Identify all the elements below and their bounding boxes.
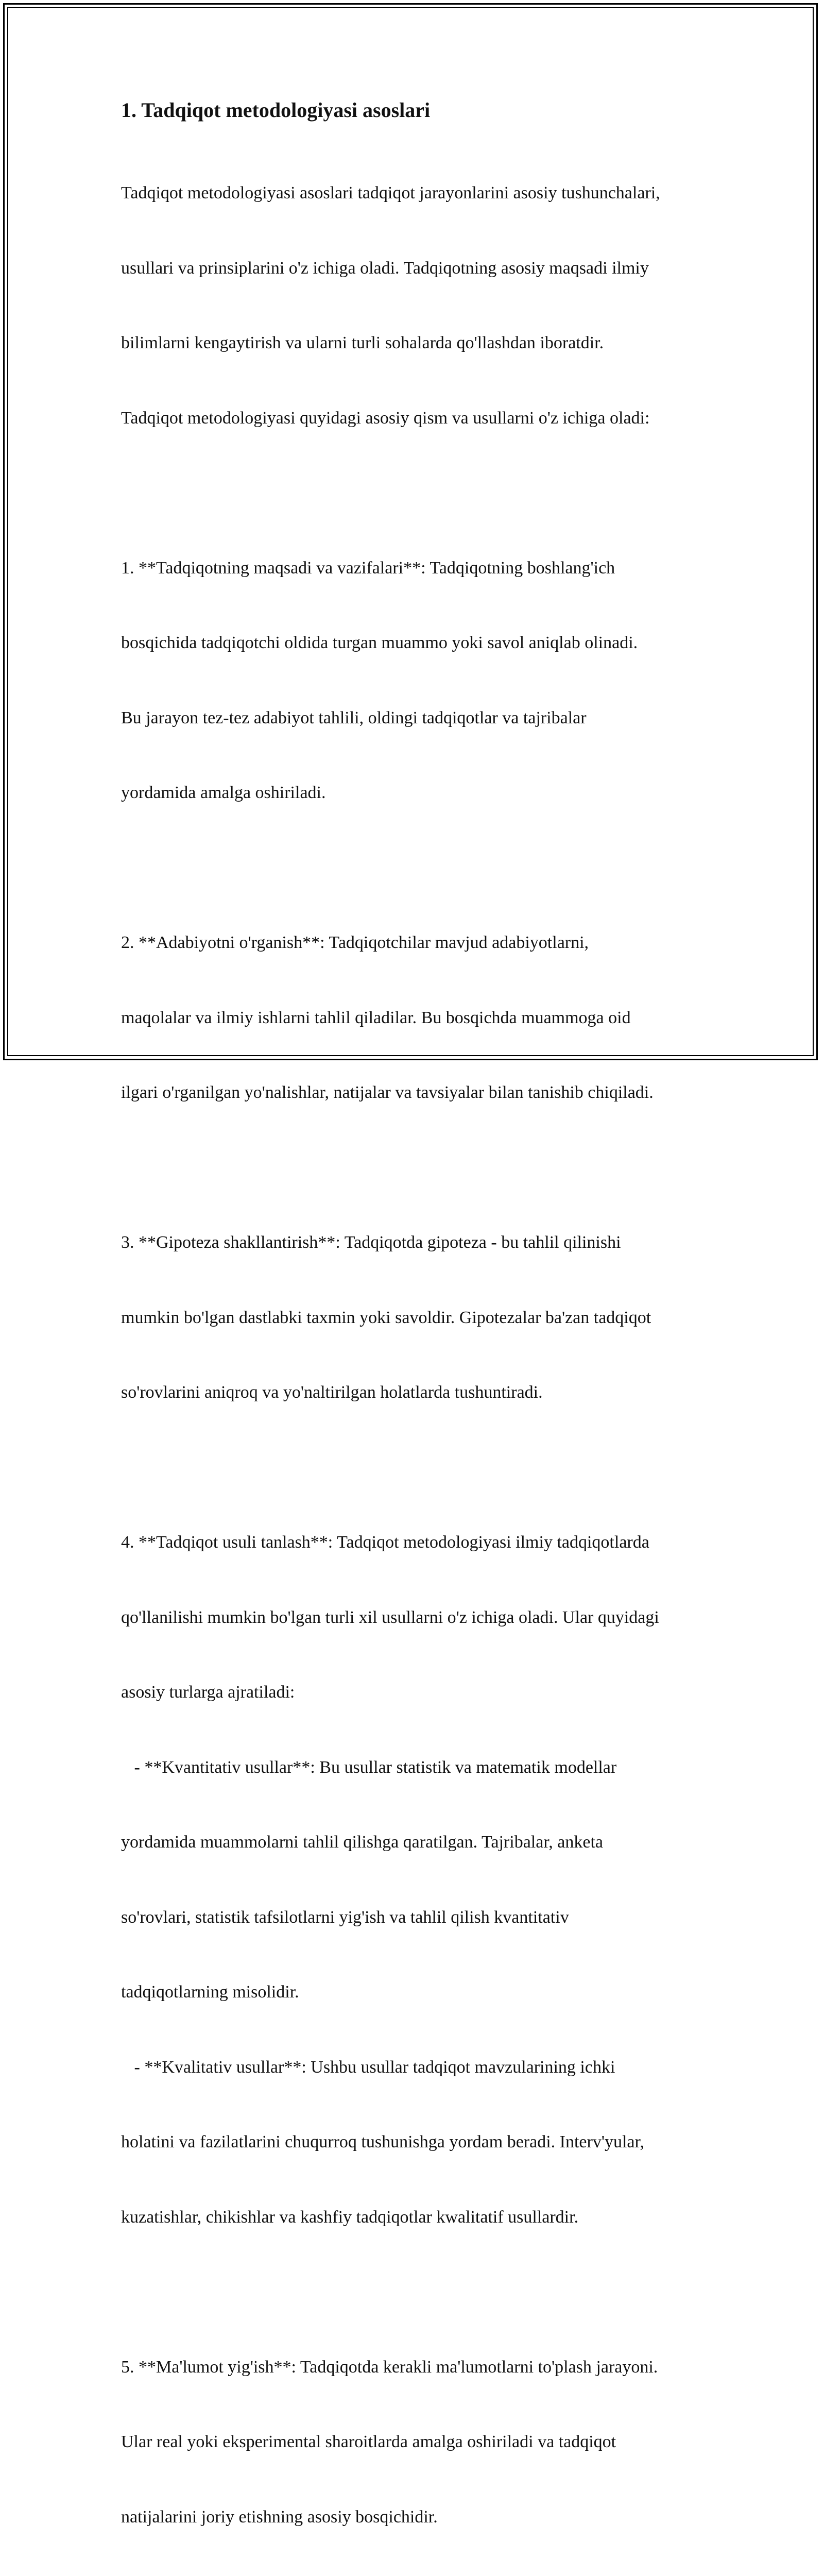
document-text — [121, 131, 718, 2576]
text-line: 2. **Adabiyotni o'rganish**: Tadqiqotchilar mavjud adabiyotlarni, — [121, 933, 589, 952]
text-line: ilgari o'rganilgan yo'nalishlar, natijalar va tavsiyalar bilan tanishib chiqiladi. — [121, 1083, 654, 1102]
text-line: kuzatishlar, chikishlar va kashfiy tadqiqotlar kwalitatif usullardir. — [121, 2207, 579, 2227]
blank-line — [121, 1156, 718, 1181]
text-line: asosiy turlarga ajratiladi: — [121, 1683, 295, 1702]
text-line: mumkin bo'lgan dastlabki taxmin yoki savoldir. Gipotezalar ba'zan tadqiqot — [121, 1308, 651, 1327]
blank-line — [121, 481, 718, 506]
text-line: yordamida muammolarni tahlil qilishga qaratilgan. Tajribalar, anketa — [121, 1833, 603, 1852]
text-line: 5. **Ma'lumot yig'ish**: Tadqiqotda kerakli ma'lumotlarni to'plash jarayoni. — [121, 2357, 658, 2377]
text-line: Tadqiqot metodologiyasi asoslari tadqiqot jarayonlarini asosiy tushunchalari, — [121, 183, 660, 202]
blank-line — [121, 856, 718, 881]
text-line: maqolalar va ilmiy ishlarni tahlil qiladilar. Bu bosqichda muammoga oid — [121, 1008, 631, 1027]
text-line: Tadqiqot metodologiyasi quyidagi asosiy qism va usullarni o'z ichiga oladi: — [121, 408, 650, 428]
text-line: tadqiqotlarning misolidir. — [121, 1982, 299, 2002]
text-line: 1. **Tadqiqotning maqsadi va vazifalari**: Tadqiqotning boshlang'ich — [121, 558, 615, 578]
text-line: bosqichida tadqiqotchi oldida turgan muammo yoki savol aniqlab olinadi. — [121, 633, 638, 652]
page-title: 1. Tadqiqot metodologiyasi asoslari — [121, 98, 431, 122]
text-line: natijalarini joriy etishning asosiy bosqichidir. — [121, 2507, 438, 2527]
text-line: Bu jarayon tez-tez adabiyot tahlili, oldingi tadqiqotlar va tajribalar — [121, 708, 587, 727]
text-line: 3. **Gipoteza shakllantirish**: Tadqiqotda gipoteza - bu tahlil qilinishi — [121, 1233, 621, 1252]
blank-line — [121, 2280, 718, 2305]
text-line: - **Kvantitativ usullar**: Bu usullar statistik va matematik modellar — [121, 1757, 617, 1777]
text-line: Ular real yoki eksperimental sharoitlarda amalga oshiriladi va tadqiqot — [121, 2432, 616, 2451]
text-line: so'rovlari, statistik tafsilotlarni yig'ish va tahlil qilish kvantitativ — [121, 1907, 569, 1927]
blank-line — [121, 1455, 718, 1481]
text-line: usullari va prinsiplarini o'z ichiga oladi. Tadqiqotning asosiy maqsadi ilmiy — [121, 258, 649, 278]
text-line: so'rovlarini aniqroq va yo'naltirilgan holatlarda tushuntiradi. — [121, 1383, 543, 1402]
text-line: qo'llanilishi mumkin bo'lgan turli xil usullarni o'z ichiga oladi. Ular quyidagi — [121, 1607, 659, 1627]
text-line: bilimlarni kengaytirish va ularni turli sohalarda qo'llashdan iboratdir. — [121, 333, 604, 352]
text-line: - **Kvalitativ usullar**: Ushbu usullar tadqiqot mavzularining ichki — [121, 2057, 615, 2077]
text-line: 4. **Tadqiqot usuli tanlash**: Tadqiqot metodologiyasi ilmiy tadqiqotlarda — [121, 1533, 649, 1552]
document-body — [121, 96, 718, 2576]
text-line: yordamida amalga oshiriladi. — [121, 783, 326, 802]
text-line: holatini va fazilatlarini chuqurroq tushunishga yordam beradi. Interv'yular, — [121, 2132, 644, 2151]
